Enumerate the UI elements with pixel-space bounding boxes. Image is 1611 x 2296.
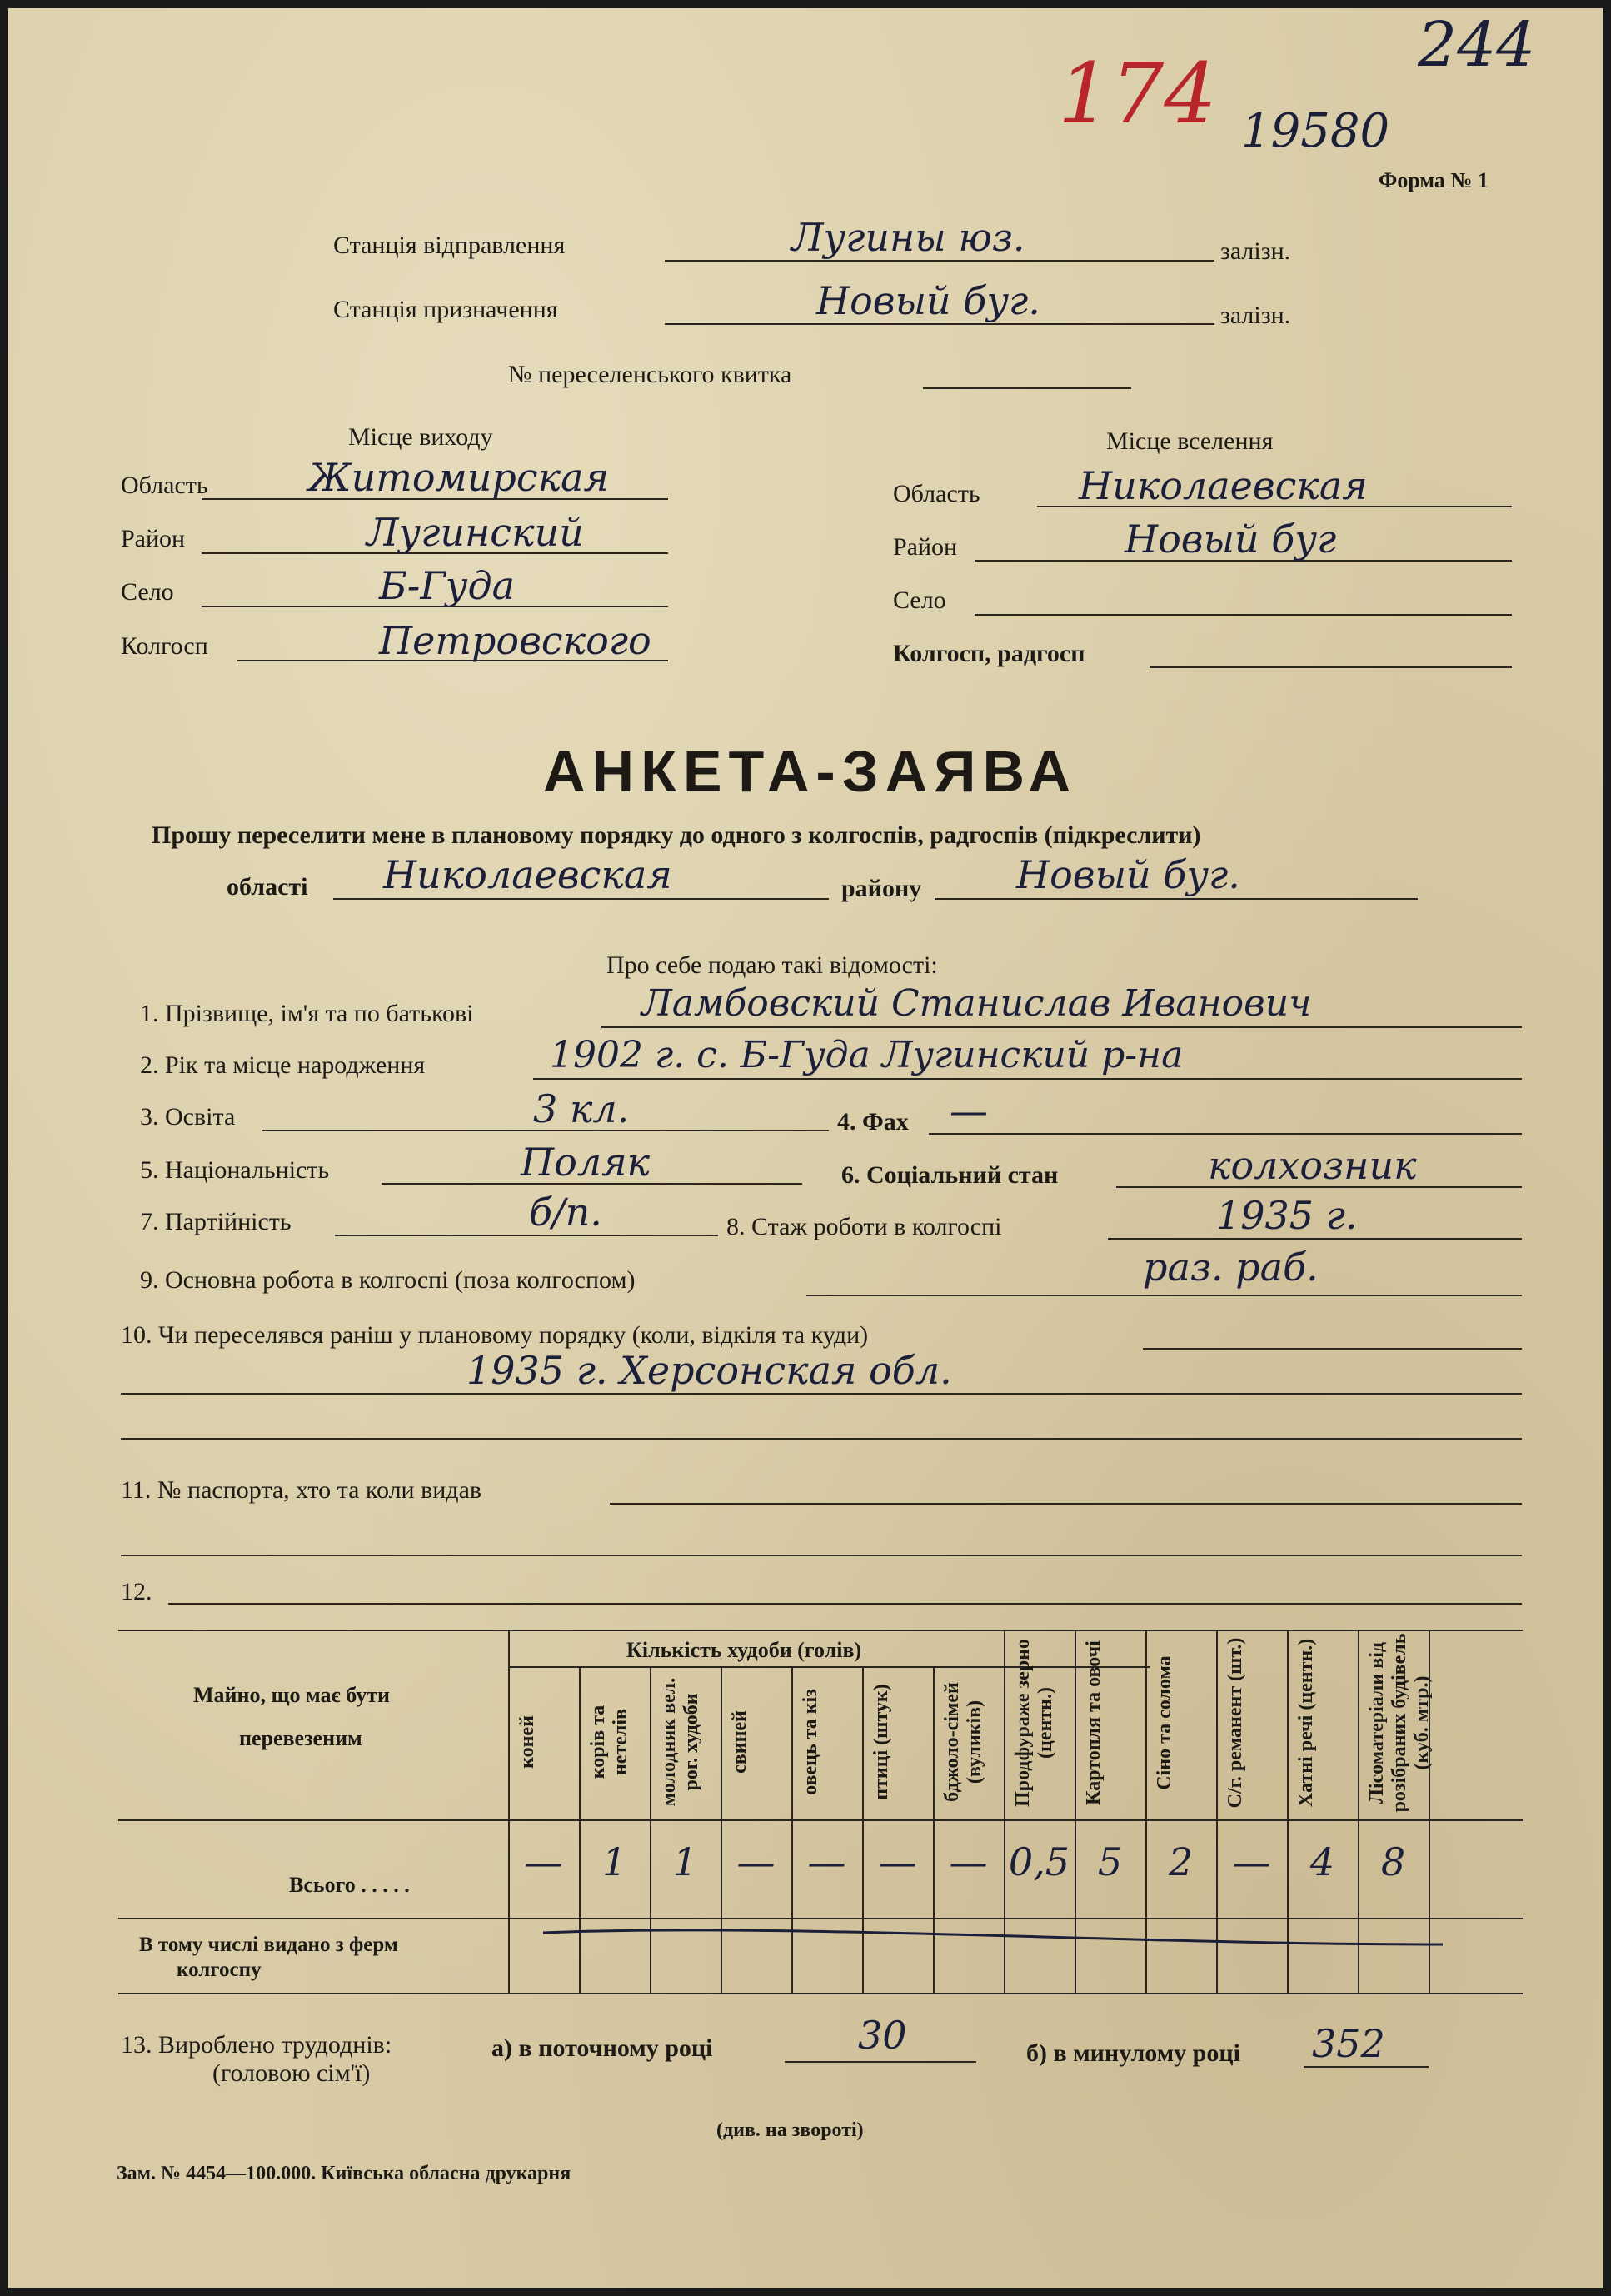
f11-line-2 [121,1555,1522,1556]
total-value[interactable]: 2 [1168,1839,1194,1884]
dest-rail: залізн. [1220,302,1291,329]
ticket-line [923,387,1131,389]
f10-line-3 [121,1438,1522,1440]
total-value[interactable]: 4 [1309,1839,1335,1884]
f12-line [168,1603,1522,1605]
red-number: 174 [1058,45,1217,142]
f11-label: 11. № паспорта, хто та коли видав [121,1476,482,1504]
f10-line [1143,1348,1522,1350]
property-table [118,1630,1523,1993]
request-oblast-value[interactable]: Николаевская [383,852,672,897]
f1-value[interactable]: Ламбовский Станислав Иванович [641,982,1312,1025]
total-value[interactable]: 1 [672,1839,698,1884]
dest-selo-line [975,614,1512,616]
f6-label: 6. Соціальний стан [841,1161,1059,1189]
f10-line-2 [121,1393,1522,1395]
total-value[interactable]: — [1232,1839,1271,1884]
ticket-label: № переселенського квитка [508,361,792,388]
request-line: Прошу переселити мене в плановому порядку до одного з колгоспів, радгоспів (підкреслити) [152,821,1201,849]
dest-line [665,323,1214,325]
farm-label-2: колгоспу [177,1959,262,1981]
property-label-2: перевезеним [239,1726,362,1750]
column-header: молодняк вел. рог. худоби [658,1677,702,1807]
f7-label: 7. Партійність [140,1208,292,1235]
f10-value[interactable]: 1935 г. Херсонская обл. [466,1348,952,1393]
turn-over-note: (див. на звороті) [716,2119,864,2141]
total-label: Всього . . . . . [289,1873,410,1897]
f6-value[interactable]: колхозник [1208,1143,1417,1188]
property-label-1: Майно, що має бути [193,1683,390,1707]
depart-label: Станція відправлення [333,232,566,259]
f9-value[interactable]: раз. раб. [1143,1245,1319,1290]
dest-selo-label: Село [893,586,946,614]
table-column-divider [508,1630,510,1993]
request-raion-line [935,898,1418,900]
depart-value[interactable]: Лугины юз. [791,215,1025,260]
total-value[interactable]: 1 [601,1839,627,1884]
f1-label: 1. Прізвище, ім'я та по батькові [140,1000,474,1027]
column-header: овець та кіз [800,1689,821,1795]
origin-oblast-label: Область [121,472,208,499]
f1-line [601,1026,1522,1028]
file-number: 19580 [1241,104,1390,158]
f8-value[interactable]: 1935 г. [1216,1193,1358,1238]
column-header: бджоло-сімей (вуликів) [941,1682,985,1802]
f2-line [533,1078,1522,1080]
total-value[interactable]: — [949,1839,988,1884]
f7-value[interactable]: б/п. [529,1190,602,1235]
dest-kolhosp-label: Колгосп, радгосп [893,640,1085,667]
total-value[interactable]: 8 [1380,1839,1406,1884]
workdays-previous-value[interactable]: 352 [1312,2021,1385,2066]
total-value[interactable]: — [736,1839,776,1884]
column-header: коней [516,1715,538,1769]
f7-line [335,1235,718,1236]
depart-line [665,260,1214,262]
dest-heading: Місце вселення [1106,427,1274,455]
form-sheet [8,8,1603,2288]
livestock-heading: Кількість худоби (голів) [626,1638,862,1662]
request-oblast-line [333,898,829,900]
total-value[interactable]: — [878,1839,917,1884]
origin-selo-value[interactable]: Б-Гуда [379,563,516,608]
workdays-current-line [785,2061,976,2063]
column-header: С/г. реманент (шт.) [1224,1637,1246,1809]
workdays-current-value[interactable]: 30 [858,2013,907,2058]
intro-text: Про себе подаю такі відомості: [606,951,938,979]
workdays-label: 13. Вироблено трудоднів: [121,2031,392,2059]
f10-label: 10. Чи переселявся раніш у плановому порядку (коли, відкіля та куди) [121,1321,869,1349]
dest-label: Станція призначення [333,296,558,323]
origin-raion-label: Район [121,525,186,552]
total-value[interactable]: — [807,1839,846,1884]
total-value[interactable]: 5 [1097,1839,1123,1884]
dest-raion-value[interactable]: Новый буг [1125,517,1337,562]
f8-line [1108,1238,1522,1240]
dest-value[interactable]: Новый буг. [816,278,1040,323]
origin-kolhosp-value[interactable]: Петровского [379,618,651,663]
sheet-number: 244 [1418,9,1536,81]
origin-raion-value[interactable]: Лугинский [367,510,584,555]
f9-line [806,1295,1522,1296]
total-value[interactable]: 0,5 [1008,1839,1070,1884]
dest-oblast-value[interactable]: Николаевская [1079,463,1368,508]
column-header: Сіно та солома [1154,1655,1175,1790]
request-raion-label: району [841,875,922,902]
column-header: Хатні речі (центн.) [1295,1638,1317,1808]
f8-label: 8. Стаж роботи в колгоспі [726,1213,1002,1240]
column-header: птиці (штук) [870,1684,892,1800]
column-header: корів та нетелів [587,1705,631,1779]
workdays-sub: (головою сім'ї) [212,2059,371,2087]
total-value[interactable]: — [524,1839,563,1884]
dest-oblast-label: Область [893,480,980,507]
origin-selo-label: Село [121,578,174,606]
f5-label: 5. Національність [140,1156,330,1184]
f4-value[interactable]: — [950,1088,988,1133]
f4-label: 4. Фах [837,1108,909,1136]
origin-kolhosp-label: Колгосп [121,632,208,660]
f5-value[interactable]: Поляк [521,1140,651,1185]
column-header: Лісоматеріали від розібраних будівель (куб. мтр.) [1366,1633,1433,1813]
column-header: Продфураже зерно (центн.) [1012,1638,1056,1808]
workdays-current-label: а) в поточному році [491,2034,713,2062]
f11-line [610,1503,1522,1505]
f3-value[interactable]: 3 кл. [533,1086,630,1131]
form-label: Форма № 1 [1379,168,1489,192]
column-header: Картопля та овочі [1083,1640,1105,1805]
farm-label-1: В тому числі видано з ферм [139,1934,398,1956]
form-title: АНКЕТА-ЗАЯВА [543,739,1078,804]
f3-label: 3. Освіта [140,1103,236,1131]
request-raion-value[interactable]: Новый буг. [1016,852,1240,897]
f12-label: 12. [121,1578,152,1605]
origin-oblast-value[interactable]: Житомирская [308,455,609,500]
f2-label: 2. Рік та місце народження [140,1051,426,1079]
dest-kolhosp-line [1150,666,1512,668]
column-header: свиней [729,1710,751,1774]
f4-line [929,1133,1522,1135]
printer-imprint: Зам. № 4454—100.000. Київська обласна друкарня [117,2163,571,2184]
farm-row-dash-stroke [543,1921,1459,1954]
workdays-previous-label: б) в минулому році [1026,2039,1240,2067]
f2-value[interactable]: 1902 г. с. Б-Гуда Лугинский р-на [550,1034,1184,1076]
f9-label: 9. Основна робота в колгоспі (поза колгоспом) [140,1266,636,1294]
request-oblast-label: області [227,873,308,901]
dest-raion-label: Район [893,533,958,561]
workdays-previous-line [1304,2066,1429,2068]
origin-heading: Місце виходу [348,423,493,451]
depart-rail: залізн. [1220,237,1291,265]
